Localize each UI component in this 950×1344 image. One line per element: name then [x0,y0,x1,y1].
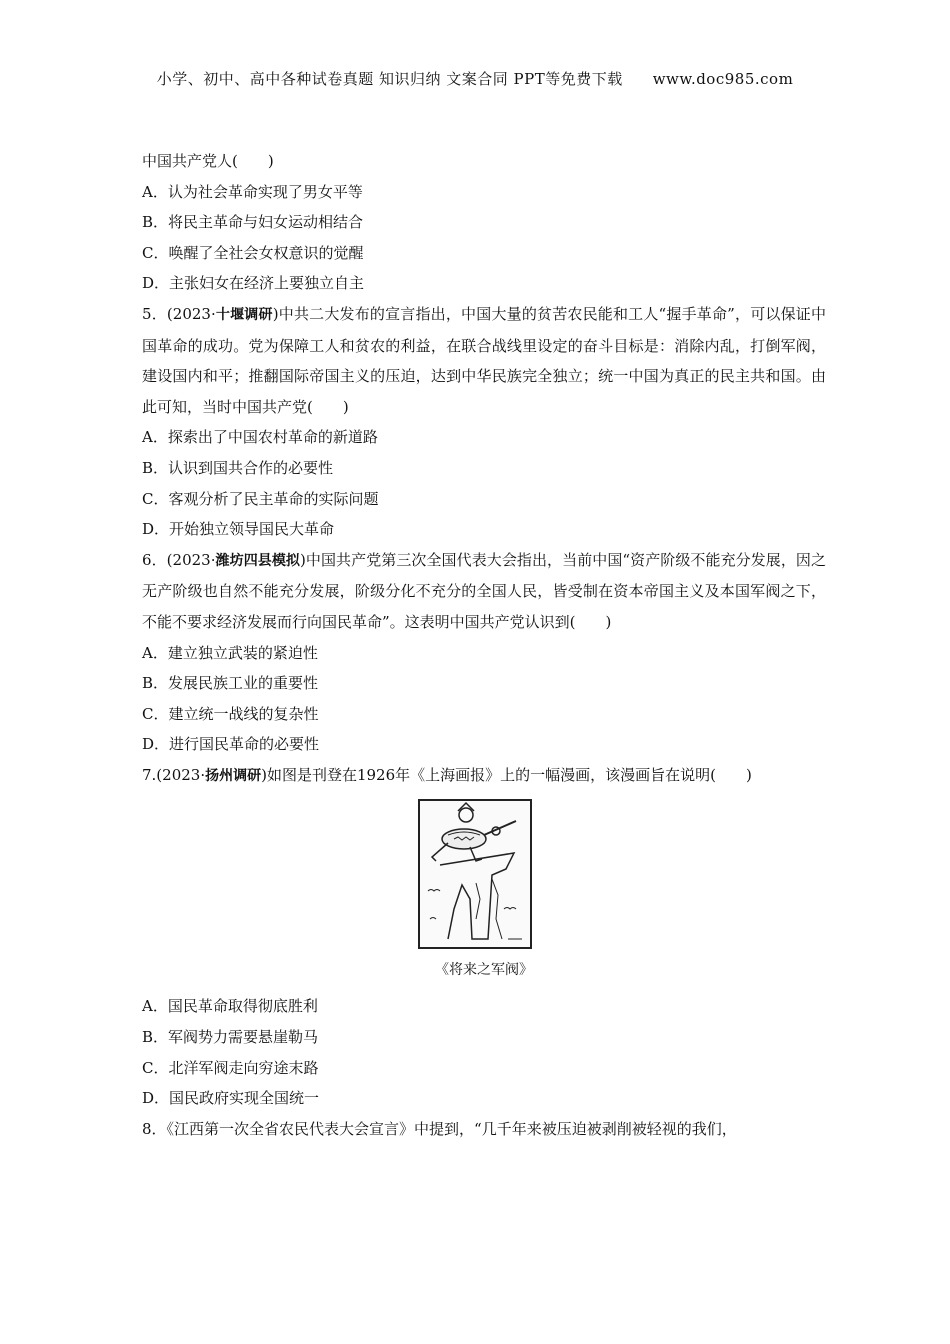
q7-figure [142,791,826,991]
page-header [0,68,950,89]
q4-stem-end: 中国共产党人( ) [142,152,274,170]
q7-figure-caption: 《将来之军阀》 [435,962,533,979]
q8-stem: 8．《江西第一次全省农民代表大会宣言》中提到，“几千年来被压迫被剥削被轻视的我们， [142,1119,737,1138]
q7-option-c: C．北洋军阀走向穷途末路 [142,1058,319,1077]
q7-source: 扬州调研 [205,767,262,784]
q6-source: 潍坊四县模拟 [215,552,300,569]
warlord-cartoon-image [418,799,532,949]
q5-option-c: C．客观分析了民主革命的实际问题 [142,489,379,508]
q7-stem [142,760,826,792]
q6-option-c: C．建立统一战线的复杂性 [142,704,319,723]
q6-number: 6．(2023· [142,550,216,569]
q6-stem [142,545,826,638]
q4-option-d: D．主张妇女在经济上要独立自主 [142,274,365,293]
q4-option-a: A．认为社会革命实现了男女平等 [142,182,363,201]
q6-option-d: D．进行国民革命的必要性 [142,735,320,754]
q5-option-b: B．认识到国共合作的必要性 [142,458,334,477]
q7-option-b: B．军阀势力需要悬崖勒马 [142,1028,319,1047]
q5-stem-text: )中共二大发布的宣言指出，中国大量的贫苦农民能和工人“握手革命”，可以保证中国革命的成功。党为保障工人和贫农的利益，在联合战线里设定的奋斗目标是：消除内乱，打倒军阀，建设国内和平；推翻国际帝国主义的压迫，达到中华民族完全独立；统一中国为真正的民主共和国。由此可知，当时中国共产党( ) [142,304,827,416]
q6-stem-text: )中国共产党第三次全国代表大会指出，当前中国“资产阶级不能充分发展，因之无产阶级也自然不能充分发展，阶级分化不充分的全国人民，皆受制在资本帝国主义及本国军阀之下，不能不要求经济发展而行向国民革命”。这表明中国共产党认识到( ) [142,550,826,631]
q4-option-c: C．唤醒了全社会女权意识的觉醒 [142,243,364,262]
q7-option-a: A．国民革命取得彻底胜利 [142,997,318,1016]
q5-option-a: A．探索出了中国农村革命的新道路 [142,428,378,447]
q5-stem [142,299,826,422]
header-text: 小学、初中、高中各种试卷真题 知识归纳 文案合同 PPT等免费下载 [156,70,623,88]
q5-option-d: D．开始独立领导国民大革命 [142,520,335,539]
header-site: www.doc985.com [652,70,794,88]
q7-number: 7.(2023· [142,765,206,784]
q7-stem-text: )如图是刊登在1926年《上海画报》上的一幅漫画，该漫画旨在说明( ) [261,765,752,784]
q5-number: 5．(2023· [142,304,216,323]
q6-option-a: A．建立独立武装的紧迫性 [142,643,318,662]
q4-option-b: B．将民主革命与妇女运动相结合 [142,213,364,232]
document-body [142,146,826,1144]
q5-source: 十堰调研 [215,306,273,323]
q7-option-d: D．国民政府实现全国统一 [142,1089,320,1108]
q6-option-b: B．发展民族工业的重要性 [142,674,319,693]
